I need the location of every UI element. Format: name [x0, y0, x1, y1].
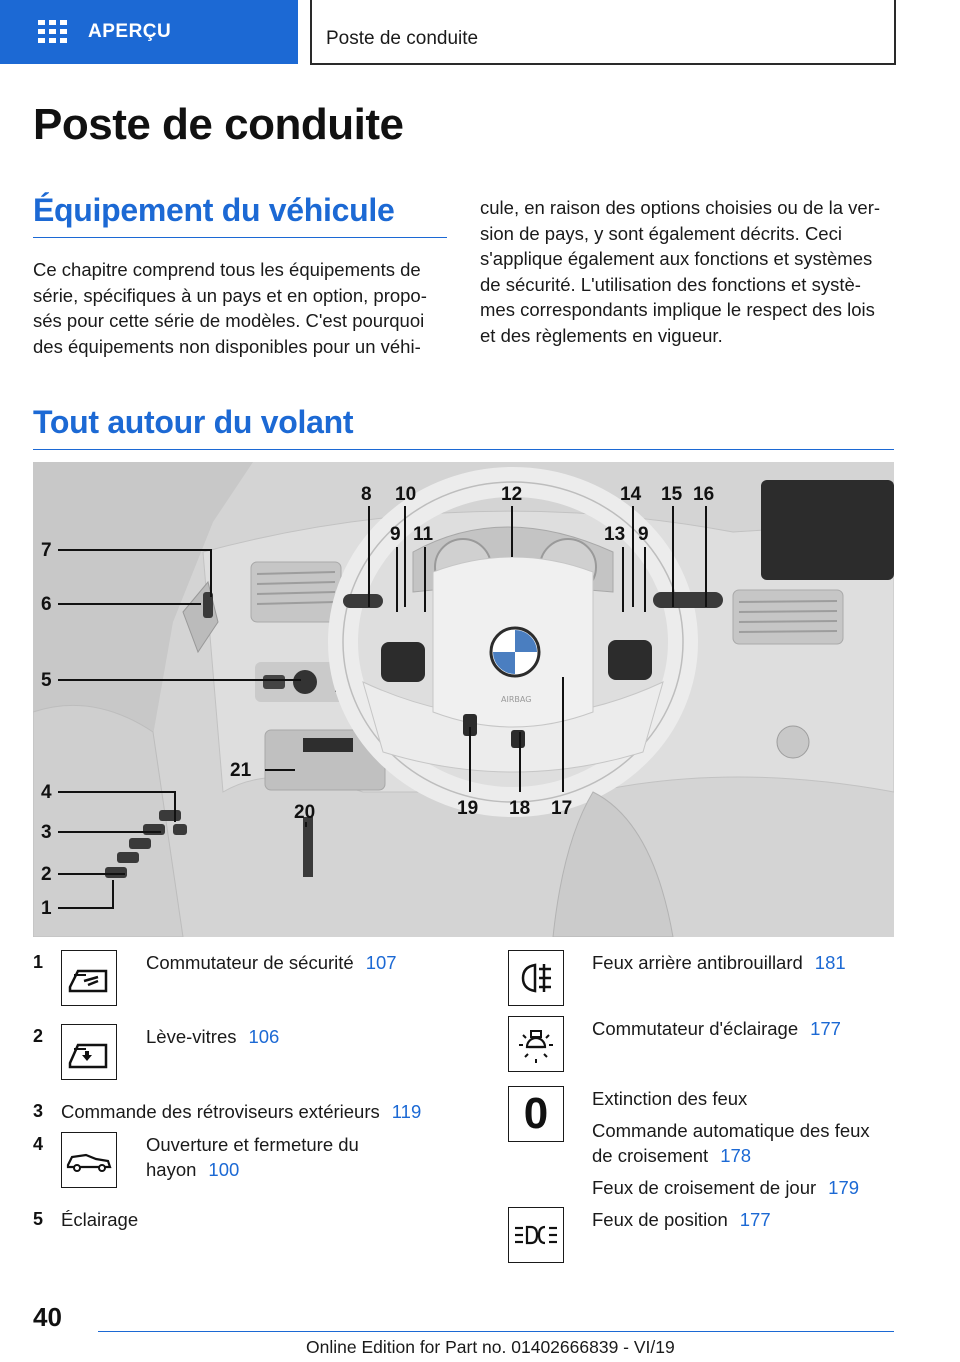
legend-num-2: 2: [33, 1026, 44, 1046]
callout-11: 11: [413, 524, 434, 545]
legend-num-3: 3: [33, 1101, 44, 1121]
callout-20: 20: [294, 802, 316, 823]
page-title: Poste de conduite: [33, 100, 404, 149]
legend-text-auto-low-beam-1: Commande automatique des feux: [592, 1120, 870, 1141]
overview-tab-label: APERÇU: [88, 21, 172, 42]
callout-15: 15: [661, 484, 683, 505]
callout-16: 16: [693, 484, 715, 505]
legend-text-rear-fog: Feux arrière antibrouillard: [592, 952, 803, 973]
safety-switch-icon: [61, 950, 117, 1006]
legend-text-1: Commutateur de sécurité: [146, 952, 354, 973]
parking-light-icon: [508, 1207, 564, 1263]
section-title-equipment: Équipement du véhicule: [33, 192, 447, 238]
callout-13: 13: [604, 524, 626, 545]
overview-tab[interactable]: [0, 0, 298, 64]
callout-14: 14: [620, 484, 642, 505]
page-ref-100[interactable]: 100: [208, 1159, 240, 1180]
page-ref-181[interactable]: 181: [814, 952, 846, 973]
page-ref-119[interactable]: 119: [391, 1101, 422, 1122]
tailgate-icon: [61, 1132, 117, 1188]
page-ref-107[interactable]: 107: [365, 952, 397, 973]
legend-item-rear-fog: [592, 950, 846, 975]
grid-icon: [38, 20, 68, 44]
page-ref-178[interactable]: 178: [720, 1145, 752, 1166]
callout-3: 3: [41, 822, 52, 843]
legend-text-daytime-lights: Feux de croisement de jour: [592, 1177, 817, 1198]
section-title-steering: Tout autour du volant: [33, 404, 894, 450]
page-ref-177-b[interactable]: 177: [739, 1209, 771, 1230]
legend-num-1: 1: [33, 952, 44, 972]
light-switch-icon: [508, 1016, 564, 1072]
footer-edition: Online Edition for Part no. 01402666839 - VI/19: [306, 1337, 675, 1357]
airbag-text: AIRBAG: [501, 695, 532, 704]
legend-item-parking-light: [592, 1207, 771, 1232]
callout-19: 19: [457, 798, 479, 819]
callout-12: 12: [501, 484, 523, 505]
callout-5: 5: [41, 670, 52, 691]
page-ref-106[interactable]: 106: [248, 1026, 280, 1047]
legend-text-lights-off: Extinction des feux: [592, 1088, 748, 1109]
power-window-icon: [61, 1024, 117, 1080]
legend-text-auto-low-beam-2: de croisement: [592, 1145, 709, 1166]
legend-text-4b: hayon: [146, 1159, 197, 1180]
rear-fog-light-icon: [508, 950, 564, 1006]
legend-text-4a: Ouverture et fermeture du: [146, 1134, 359, 1155]
page-ref-177-a[interactable]: 177: [810, 1018, 841, 1039]
legend-item-3: [61, 1099, 421, 1124]
legend-item-4: [146, 1132, 446, 1182]
legend-text-light-switch: Commutateur d'éclairage: [592, 1018, 799, 1039]
callout-21: 21: [230, 760, 252, 781]
lights-off-icon: [508, 1086, 564, 1142]
footer-divider: [98, 1331, 894, 1332]
breadcrumb[interactable]: Poste de conduite: [310, 0, 896, 65]
legend-item-light-switch: [592, 1016, 841, 1041]
cockpit-drawing: [33, 462, 894, 937]
legend-item-1: [146, 950, 397, 975]
legend-num-4: 4: [33, 1134, 44, 1154]
legend-text-2: Lève-vitres: [146, 1026, 237, 1047]
equipment-text-right: cule, en raison des options choisies ou de la ver-sion de pays, y sont également décrits. Ceci s'applique également aux fonctions et systèmes de sécurité. L'utilisation des fonctions et systè-mes correspondants implique le respect des lois et des règlements en vigueur.: [480, 197, 881, 346]
callout-9: 9: [390, 524, 401, 545]
callout-18: 18: [509, 798, 531, 819]
callout-9-right: 9: [638, 524, 649, 545]
legend-item-2: [146, 1024, 279, 1049]
callout-6: 6: [41, 594, 52, 615]
callout-17: 17: [551, 798, 573, 819]
lights-off-glyph: 0: [523, 1089, 549, 1138]
callout-7: 7: [41, 540, 52, 561]
legend-text-3: Commande des rétroviseurs extérieurs: [61, 1101, 380, 1122]
legend-item-lights-off: [592, 1086, 892, 1200]
callout-1: 1: [41, 898, 52, 919]
callout-2: 2: [41, 864, 52, 885]
legend-num-5: 5: [33, 1209, 44, 1229]
callout-8: 8: [361, 484, 372, 505]
callout-10: 10: [395, 484, 417, 505]
equipment-text-left: Ce chapitre comprend tous les équipements de série, spécifiques à un pays et en option, propo-sés pour cette série de modèles. C'est pourquoi des équipements non disponibles pour un véhi-: [33, 259, 427, 357]
page-ref-179[interactable]: 179: [828, 1177, 860, 1198]
legend-text-parking-light: Feux de position: [592, 1209, 728, 1230]
callout-4: 4: [41, 782, 52, 803]
cockpit-illustration: [33, 462, 894, 937]
legend-text-5: Éclairage: [61, 1209, 139, 1230]
page-number: 40: [33, 1302, 62, 1332]
